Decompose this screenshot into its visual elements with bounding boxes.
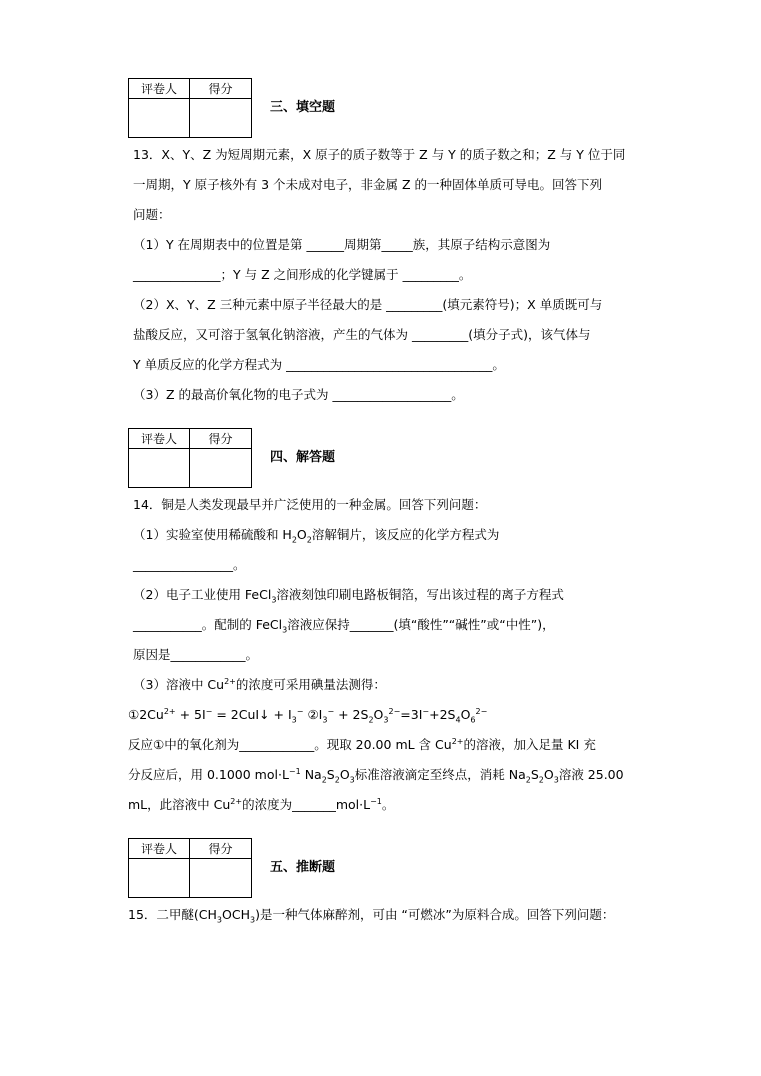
score-box (128, 838, 252, 898)
q14-line-2: （1）实验室使用稀硫酸和 $H_2O_2$溶解铜片，该反应的化学方程式为 (133, 527, 500, 545)
section-title: 四、解答题 (270, 450, 336, 465)
q13-line-1: 13．X、Y、Z 为短周期元素，X 原子的质子数等于 Z 与 Y 的质子数之和；Z 与 Y 位于同 (133, 147, 626, 162)
section-title: 三、填空题 (270, 100, 336, 115)
grader-label: 评卷人 (140, 842, 177, 856)
q14-line-11: mL，此溶液中 $Cu^{2+}$的浓度为$\_\_\_\_\_\_\_mol\cdot L^{-1}$。 (128, 796, 395, 812)
q13-line-9: （3）Z 的最高价氧化物的电子式为 ___________________。 (133, 387, 464, 402)
score-label: 得分 (208, 82, 233, 96)
section-title: 五、推断题 (270, 860, 336, 875)
q13-line-4: （1）Y 在周期表中的位置是第 ______周期第_____族，其原子结构示意图为 (133, 237, 551, 252)
score-box (128, 78, 252, 138)
q14-line-6: 原因是____________。 (133, 647, 259, 662)
q13-line-2: 一周期，Y 原子核外有 3 个未成对电子，非金属 Z 的一种固体单质可导电。回答下列 (133, 177, 603, 192)
q13-line-3: 问题： (133, 207, 171, 222)
q14-line-5: ___________。配制的 FeCl$_3$溶液应保持_______(填“酸性”“碱性”或“中性”)， (133, 617, 555, 635)
q14-line-7: （3）溶液中 $Cu^{2+}$的浓度可采用碘量法测得： (133, 676, 386, 692)
q13-line-7: 盐酸反应，又可溶于氢氧化钠溶液，产生的气体为 _________(填分子式)，该气体与 (133, 327, 591, 342)
q14-equation-line: $①2Cu^{2+} + 5I^-$ = 2CuI↓ + $I_3^-$ $②I_3^- + 2S_2O_3^{2-}=3I^-+2S_4O_6^{2-}$ (128, 706, 488, 725)
q14-line-9: 反应①中的氧化剂为____________。现取 20.00 mL 含 $Cu^{2+}$的溶液，加入足量 KI 充 (128, 736, 596, 752)
score-label: 得分 (208, 432, 233, 446)
q14-line-3: ________________。 (133, 557, 246, 572)
q14-line-1: 14．铜是人类发现最早并广泛使用的一种金属。回答下列问题： (133, 497, 487, 512)
q14-line-4: （2）电子工业使用 FeCl$_3$溶液刻蚀印刷电路板铜箔，写出该过程的离子方程式 (133, 587, 564, 605)
score-box (128, 428, 252, 488)
q13-line-6: （2）X、Y、Z 三种元素中原子半径最大的是 _________(填元素符号)；X 单质既可与 (133, 297, 603, 312)
q14-line-10: 分反应后，用 0.1000 $mol\cdot L^{-1}$ $Na_2S_2O_3$标准溶液滴定至终点，消耗 $Na_2S_2O_3$溶液 25.00 (128, 766, 624, 785)
score-label: 得分 (208, 842, 233, 856)
q15-line-1: 15．二甲醚$(CH_3OCH_3)$是一种气体麻醉剂，可由 “可燃冰”为原料合成。回答下列问题： (128, 907, 615, 925)
grader-label: 评卷人 (140, 82, 177, 96)
q13-line-5: ______________；Y 与 Z 之间形成的化学键属于 _________。 (133, 267, 472, 282)
q13-line-8: Y 单质反应的化学方程式为 _________________________________。 (133, 357, 505, 372)
grader-label: 评卷人 (140, 432, 177, 446)
